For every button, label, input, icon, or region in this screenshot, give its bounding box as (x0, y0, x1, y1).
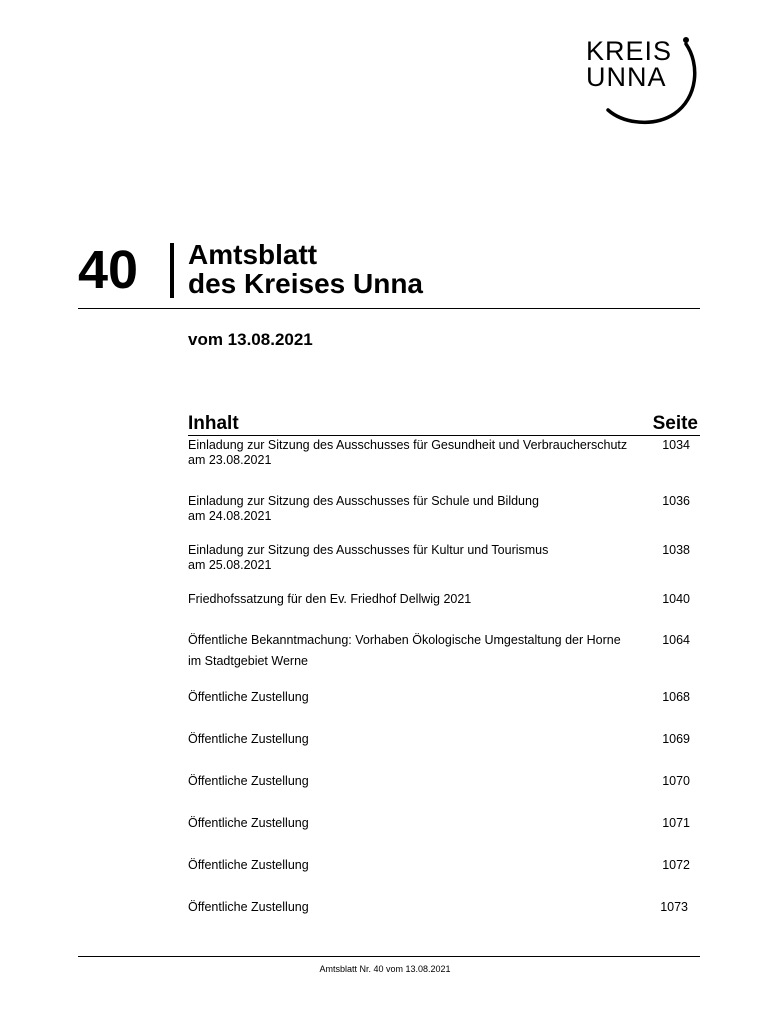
toc-entry-title: Öffentliche Zustellung (188, 732, 309, 746)
toc-entry-title: Friedhofssatzung für den Ev. Friedhof Dellwig 2021 (188, 592, 472, 606)
title-divider (170, 243, 174, 298)
toc-entry-subtitle: im Stadtgebiet Werne (188, 654, 308, 668)
logo-text-line2: UNNA (586, 62, 667, 92)
toc-entry-page: 1036 (662, 494, 690, 508)
header-rule (78, 308, 700, 309)
toc-entry-title: Öffentliche Zustellung (188, 816, 309, 830)
toc-entry-page: 1038 (662, 543, 690, 557)
toc-header-page: Seite (652, 413, 698, 434)
logo-text-line1: KREIS (586, 36, 673, 66)
page-footer: Amtsblatt Nr. 40 vom 13.08.2021 (319, 964, 451, 974)
toc-entry-page: 1034 (662, 438, 690, 452)
toc-header (188, 413, 698, 435)
title-line2: des Kreises Unna (188, 268, 423, 299)
issue-date: vom 13.08.2021 (188, 330, 313, 349)
toc-entry-page: 1073 (660, 900, 688, 914)
toc-entry-title: Einladung zur Sitzung des Ausschusses für Gesundheit und Verbraucherschutz (188, 438, 628, 452)
toc-entry-title: Einladung zur Sitzung des Ausschusses für Kultur und Tourismus (188, 543, 549, 557)
toc-entry-title: Öffentliche Zustellung (188, 900, 309, 914)
issue-number: 40 (78, 240, 139, 300)
toc-rule (188, 435, 700, 436)
toc-entry-title: Einladung zur Sitzung des Ausschusses für Schule und Bildung (188, 494, 539, 508)
toc-entry-subtitle: am 24.08.2021 (188, 509, 272, 523)
toc-entry-page: 1072 (662, 858, 690, 872)
toc-entry-page: 1040 (662, 592, 690, 606)
kreis-unna-logo (582, 34, 702, 126)
page-title (188, 240, 423, 298)
toc-entry-title: Öffentliche Zustellung (188, 774, 309, 788)
toc-entry-page: 1068 (662, 690, 690, 704)
toc-header-contents: Inhalt (188, 413, 239, 434)
toc-entry-title: Öffentliche Bekanntmachung: Vorhaben Ökologische Umgestaltung der Horne (188, 633, 621, 647)
toc-entry-title: Öffentliche Zustellung (188, 858, 309, 872)
toc-entry-page: 1069 (662, 732, 690, 746)
toc-entry-page: 1071 (662, 816, 690, 830)
title-line1: Amtsblatt (188, 239, 318, 270)
toc-entry-page: 1070 (662, 774, 690, 788)
toc-entry-title: Öffentliche Zustellung (188, 690, 309, 704)
toc-entry-page: 1064 (662, 633, 690, 647)
toc-entry-subtitle: am 25.08.2021 (188, 558, 272, 572)
footer-rule (78, 956, 700, 957)
toc-entry-subtitle: am 23.08.2021 (188, 453, 272, 467)
